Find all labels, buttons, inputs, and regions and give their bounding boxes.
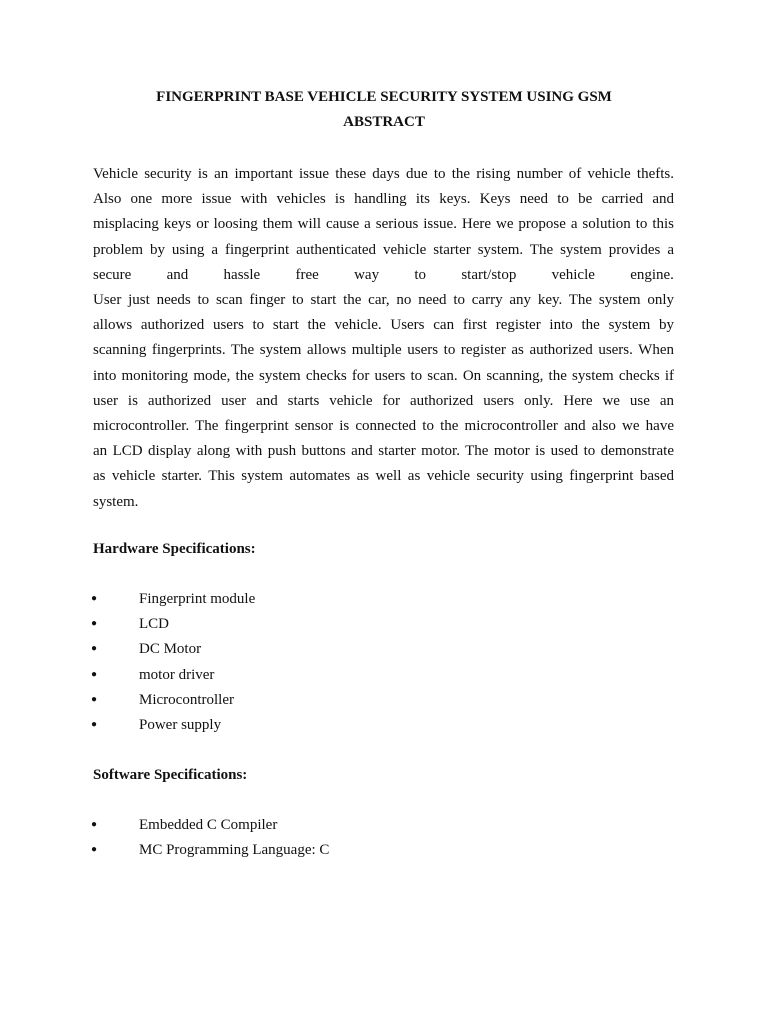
bullet-icon: ● <box>91 643 98 655</box>
abstract-word: and <box>166 266 189 283</box>
list-item <box>93 665 653 690</box>
bullet-icon: ● <box>91 844 98 856</box>
document-title: FINGERPRINT BASE VEHICLE SECURITY SYSTEM USING GSM <box>156 89 612 105</box>
bullet-icon: ● <box>91 693 98 705</box>
list-item-text: DC Motor <box>139 641 202 658</box>
abstract-line: as vehicle starter. This system automates as well as vehicle security using fingerprint based <box>93 468 674 485</box>
list-item-text: Power supply <box>139 716 222 733</box>
list-item <box>93 715 653 740</box>
list-item-text: Embedded C Compiler <box>139 817 278 833</box>
abstract-word: start/stop <box>461 266 517 283</box>
abstract-line: scanning fingerprints. The system allows multiple users to register as authorized users. When <box>93 342 674 359</box>
list-item-text: Fingerprint module <box>139 591 256 607</box>
abstract-line: problem by using a fingerprint authenticated vehicle starter system. The system provides a <box>93 241 674 258</box>
abstract-line: microcontroller. The fingerprint sensor is connected to the microcontroller and also we have <box>93 418 674 435</box>
abstract-word: engine. <box>630 266 674 283</box>
abstract-line-spread <box>93 263 674 288</box>
bullet-icon: ● <box>91 668 98 680</box>
bullet-icon: ● <box>91 718 98 730</box>
abstract-word: free <box>295 266 319 283</box>
hardware-specifications-heading: Hardware Specifications: <box>93 541 256 557</box>
abstract-line: Also one more issue with vehicles is handling its keys. Keys need to be carried and <box>93 191 674 208</box>
abstract-line: Vehicle security is an important issue these days due to the rising number of vehicle thefts. <box>93 166 674 182</box>
bullet-icon: ● <box>91 618 98 630</box>
abstract-word: vehicle <box>551 266 595 283</box>
abstract-line: misplacing keys or loosing them will cause a serious issue. Here we propose a solution to this <box>93 216 674 233</box>
abstract-word: way <box>354 266 380 283</box>
abstract-line: user is authorized user and starts vehicle for authorized users only. Here we use an <box>93 392 674 409</box>
abstract-word: hassle <box>223 266 261 283</box>
bullet-icon: ● <box>91 593 98 604</box>
list-item-text: LCD <box>139 616 169 633</box>
abstract-paragraph <box>93 162 674 515</box>
list-item <box>93 690 653 715</box>
hardware-specifications-list <box>93 589 653 740</box>
software-specifications-heading: Software Specifications: <box>93 767 248 783</box>
abstract-heading: ABSTRACT <box>343 114 425 130</box>
software-specifications-list <box>93 815 653 865</box>
abstract-line: system. <box>93 493 139 510</box>
list-item <box>93 639 653 664</box>
list-item-text: MC Programming Language: C <box>139 842 330 859</box>
abstract-line: into monitoring mode, the system checks for users to scan. On scanning, the system checks if <box>93 367 674 384</box>
list-item <box>93 614 653 639</box>
bullet-icon: ● <box>91 819 98 830</box>
list-item-text: motor driver <box>139 666 215 683</box>
abstract-line: allows authorized users to start the vehicle. Users can first register into the system by <box>93 317 674 334</box>
abstract-word: secure <box>93 266 132 283</box>
abstract-line: an LCD display along with push buttons and starter motor. The motor is used to demonstrate <box>93 443 674 460</box>
abstract-word: to <box>414 266 427 283</box>
list-item-text: Microcontroller <box>139 691 234 708</box>
abstract-line: User just needs to scan finger to start the car, no need to carry any key. The system only <box>93 292 674 309</box>
list-item <box>93 840 653 865</box>
list-item <box>93 815 653 840</box>
list-item <box>93 589 653 614</box>
